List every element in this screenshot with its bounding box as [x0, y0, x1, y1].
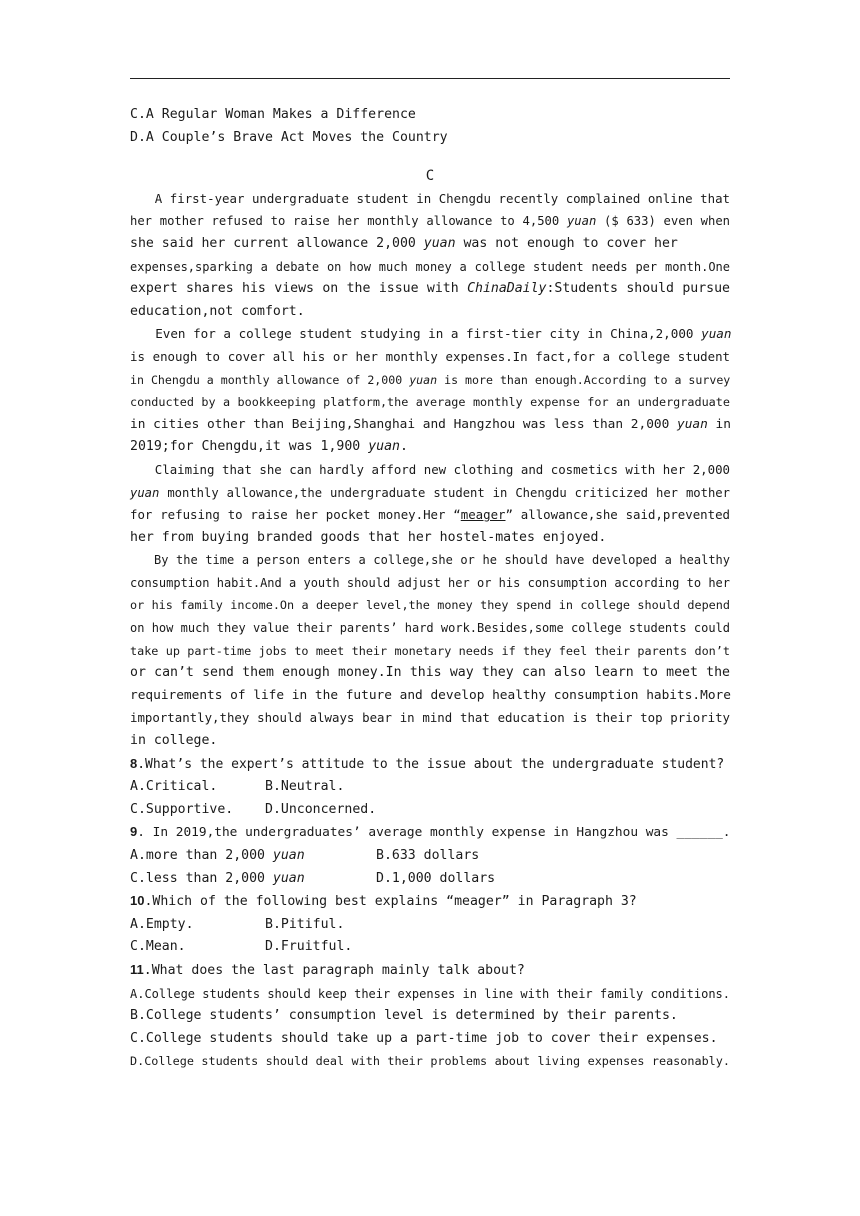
question-11-stem: 11.What does the last paragraph mainly talk about?: [130, 961, 525, 978]
passage-paragraph-4: [130, 549, 730, 752]
p2-line-5: in cities other than Beijing,Shanghai and Hangzhou was less than 2,000 yuan in: [130, 416, 731, 432]
p4-line-4: on how much they value their parents’ hard work.Besides,some college students could: [130, 621, 730, 636]
p4-line-1: By the time a person enters a college,she or he should have developed a healthy: [154, 553, 730, 568]
p4-line-9: in college.: [130, 733, 218, 749]
p4-line-7: requirements of life in the future and develop healthy consumption habits.More: [130, 687, 731, 703]
q9-option-d[interactable]: D.1,000 dollars: [376, 870, 496, 886]
question-8-stem: 8.What’s the expert’s attitude to the issue about the undergraduate student?: [130, 755, 725, 772]
p1-line-4: expenses,sparking a debate on how much money a college student needs per month.One: [130, 259, 730, 274]
section-title: C: [425, 168, 435, 185]
q11-option-a[interactable]: A.College students should keep their expenses in line with their family conditions.: [130, 986, 730, 1001]
q11-option-b[interactable]: B.College students’ consumption level is determined by their parents.: [130, 1008, 678, 1024]
previous-option-c: C.A Regular Woman Makes a Difference: [130, 107, 416, 122]
q10-option-c[interactable]: C.Mean.: [130, 939, 186, 955]
question-9-options-row-1: [130, 845, 730, 868]
question-9-options-row-2: [130, 868, 730, 891]
q9-option-a[interactable]: A.more than 2,000 yuan: [130, 848, 305, 863]
q9-option-c[interactable]: C.less than 2,000 yuan: [130, 870, 305, 886]
p1-line-5: expert shares his views on the issue with ChinaDaily:Students should pursue: [130, 281, 730, 297]
document-body: [130, 104, 730, 1073]
p2-line-1: Even for a college student studying in a first-tier city in China,2,000 yuan: [155, 326, 732, 342]
p3-line-4: her from buying branded goods that her hostel-mates enjoyed.: [130, 529, 607, 545]
q8-option-a[interactable]: A.Critical.: [130, 779, 218, 795]
q8-option-c[interactable]: C.Supportive.: [130, 801, 234, 817]
p3-line-3: for refusing to raise her pocket money.Her “meager” allowance,she said,prevented: [130, 507, 731, 523]
p1-line-6: education,not comfort.: [130, 303, 305, 319]
question-8-options-row-2: [130, 799, 730, 822]
question-10-options-row-1: [130, 914, 730, 937]
q11-option-c[interactable]: C.College students should take up a part-time job to cover their expenses.: [130, 1030, 718, 1046]
q10-option-b[interactable]: B.Pitiful.: [265, 916, 345, 932]
passage-paragraph-1: [130, 188, 730, 324]
q9-option-b[interactable]: B.633 dollars: [376, 848, 480, 863]
previous-option-d: D.A Couple’s Brave Act Moves the Country: [130, 129, 448, 145]
p2-line-3: in Chengdu a monthly allowance of 2,000 yuan is more than enough.According to a survey: [130, 372, 731, 387]
header-rule: [130, 78, 730, 79]
question-10-options-row-2: [130, 936, 730, 959]
p4-line-8: importantly,they should always bear in mind that education is their top priority: [130, 710, 730, 726]
p4-line-2: consumption habit.And a youth should adjust her or his consumption according to her: [130, 575, 730, 590]
p2-line-2: is enough to cover all his or her monthly expenses.In fact,for a college student: [130, 348, 730, 364]
passage-paragraph-3: [130, 459, 730, 549]
question-9-stem: 9. In 2019,the undergraduates’ average monthly expense in Hangzhou was ______.: [130, 824, 731, 841]
p4-line-5: take up part-time jobs to meet their monetary needs if they feel their parents don’t: [130, 643, 730, 658]
p1-line-1: A first-year undergraduate student in Chengdu recently complained online that: [154, 190, 730, 206]
q8-option-d[interactable]: D.Unconcerned.: [265, 801, 377, 817]
p4-line-3: or his family income.On a deeper level,the money they spend in college should depend: [130, 598, 730, 613]
p3-line-1: Claiming that she can hardly afford new clothing and cosmetics with her 2,000: [154, 461, 730, 477]
p4-line-6: or can’t send them enough money.In this way they can also learn to meet the: [130, 665, 730, 681]
p2-line-6: 2019;for Chengdu,it was 1,900 yuan.: [130, 439, 408, 455]
passage-paragraph-2: [130, 323, 730, 459]
q10-option-d[interactable]: D.Fruitful.: [265, 939, 353, 955]
p1-line-2: her mother refused to raise her monthly allowance to 4,500 yuan ($ 633) even when: [130, 214, 730, 229]
meager-underlined-word: meager: [460, 507, 506, 523]
p1-line-3: she said her current allowance 2,000 yuan was not enough to cover her: [130, 235, 678, 251]
question-10-stem: 10.Which of the following best explains “meager” in Paragraph 3?: [130, 893, 637, 910]
p3-line-2: yuan monthly allowance,the undergraduate student in Chengdu criticized her mother: [130, 485, 730, 500]
question-8-options-row-1: [130, 776, 730, 799]
q8-option-b[interactable]: B.Neutral.: [265, 779, 345, 795]
p2-line-4: conducted by a bookkeeping platform,the average monthly expense for an undergraduate: [130, 395, 730, 410]
q10-option-a[interactable]: A.Empty.: [130, 916, 194, 932]
q11-option-d[interactable]: D.College students should deal with their problems about living expenses reasonably.: [130, 1054, 730, 1069]
